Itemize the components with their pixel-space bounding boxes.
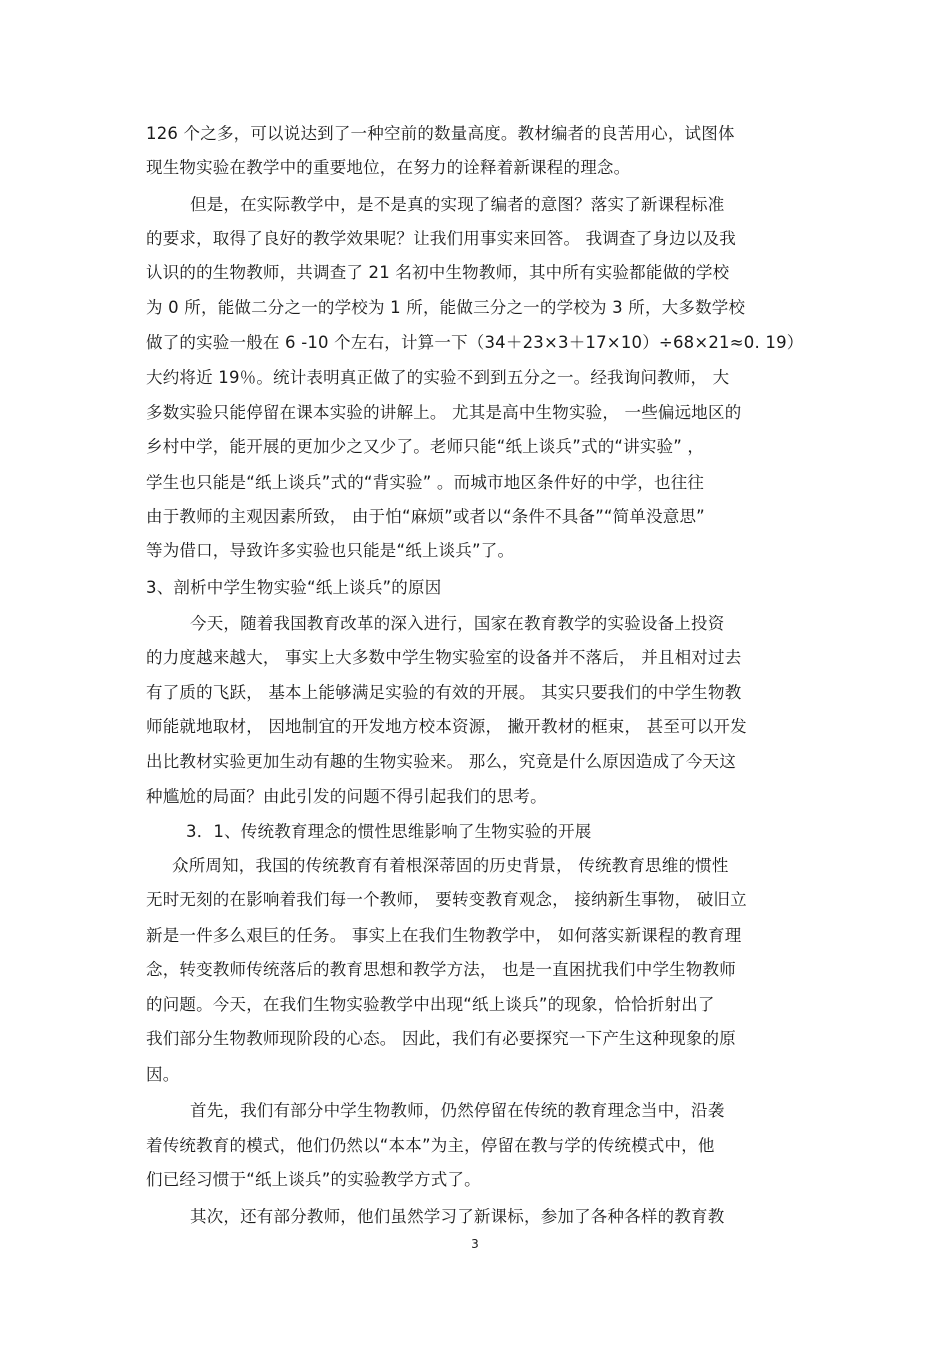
text-line-24: 新是一件多么艰巨的任务。 事实上在我们生物教学中， 如何落实新课程的教育理 bbox=[146, 926, 742, 945]
text-line-17: 有了质的飞跃， 基本上能够满足实验的有效的开展。 其实只要我们的中学生物教 bbox=[146, 683, 742, 702]
text-line-29: 首先，我们有部分中学生物教师，仍然停留在传统的教育理念当中，沿袭 bbox=[190, 1101, 725, 1120]
text-line-27: 我们部分生物教师现阶段的心态。 因此，我们有必要探究一下产生这种现象的原 bbox=[146, 1029, 736, 1048]
text-line-11: 学生也只能是“纸上谈兵”式的“背实验” 。而城市地区条件好的中学，也往往 bbox=[146, 473, 705, 492]
text-line-23: 无时无刻的在影响着我们每一个教师， 要转变教育观念， 接纳新生事物， 破旧立 bbox=[146, 890, 747, 909]
text-line-25: 念，转变教师传统落后的教育思想和教学方法， 也是一直困扰我们中学生物教师 bbox=[146, 960, 736, 979]
text-line-8: 大约将近 19％。统计表明真正做了的实验不到到五分之一。经我询问教师， 大 bbox=[146, 368, 730, 387]
text-line-1: 126 个之多，可以说达到了一种空前的数量高度。教材编者的良苦用心，试图体 bbox=[146, 124, 735, 143]
text-line-6: 为 0 所，能做二分之一的学校为 1 所，能做三分之一的学校为 3 所，大多数学校 bbox=[146, 298, 746, 317]
text-line-30: 着传统教育的模式，他们仍然以“本本”为主，停留在教与学的传统模式中，他 bbox=[146, 1136, 715, 1155]
text-line-2: 现生物实验在教学中的重要地位，在努力的诠释着新课程的理念。 bbox=[146, 158, 631, 177]
text-line-7: 做了的实验一般在 6 -10 个左右，计算一下（34＋23×3＋17×10）÷68×21≈0. 19） bbox=[146, 333, 804, 352]
text-line-10: 乡村中学，能开展的更加少之又少了。老师只能“纸上谈兵”式的“讲实验” ， bbox=[146, 437, 705, 456]
subsection-heading-3-1: 3．1、传统教育理念的惯性思维影响了生物实验的开展 bbox=[186, 822, 592, 841]
text-line-3: 但是，在实际教学中，是不是真的实现了编者的意图？落实了新课程标准 bbox=[190, 195, 725, 214]
text-line-31: 们已经习惯于“纸上谈兵”的实验教学方式了。 bbox=[146, 1170, 481, 1189]
text-line-19: 出比教材实验更加生动有趣的生物实验来。 那么，究竟是什么原因造成了今天这 bbox=[146, 752, 736, 771]
text-line-12: 由于教师的主观因素所致， 由于怕“麻烦”或者以“条件不具备”“简单没意思” bbox=[146, 507, 705, 526]
text-line-32: 其次，还有部分教师，他们虽然学习了新课标，参加了各种各样的教育教 bbox=[190, 1207, 725, 1226]
text-line-16: 的力度越来越大， 事实上大多数中学生物实验室的设备并不落后， 并且相对过去 bbox=[146, 648, 742, 667]
text-line-15: 今天，随着我国教育改革的深入进行，国家在教育教学的实验设备上投资 bbox=[190, 614, 725, 633]
text-line-20: 种尴尬的局面？由此引发的问题不得引起我们的思考。 bbox=[146, 787, 547, 806]
text-line-13: 等为借口，导致许多实验也只能是“纸上谈兵”了。 bbox=[146, 541, 515, 560]
text-line-18: 师能就地取材， 因地制宜的开发地方校本资源， 撇开教材的框束， 甚至可以开发 bbox=[146, 717, 747, 736]
text-line-9: 多数实验只能停留在课本实验的讲解上。 尤其是高中生物实验， 一些偏远地区的 bbox=[146, 403, 742, 422]
text-line-5: 认识的的生物教师，共调查了 21 名初中生物教师，其中所有实验都能做的学校 bbox=[146, 263, 730, 282]
section-heading-3: 3、剖析中学生物实验“纸上谈兵”的原因 bbox=[146, 578, 442, 597]
text-line-26: 的问题。今天，在我们生物实验教学中出现“纸上谈兵”的现象，恰恰折射出了 bbox=[146, 995, 715, 1014]
text-line-4: 的要求，取得了良好的教学效果呢？让我们用事实来回答。 我调查了身边以及我 bbox=[146, 229, 736, 248]
page-number: 3 bbox=[471, 1237, 479, 1251]
text-line-22: 众所周知，我国的传统教育有着根深蒂固的历史背景， 传统教育思维的惯性 bbox=[172, 856, 729, 875]
text-line-28: 因。 bbox=[146, 1065, 180, 1084]
